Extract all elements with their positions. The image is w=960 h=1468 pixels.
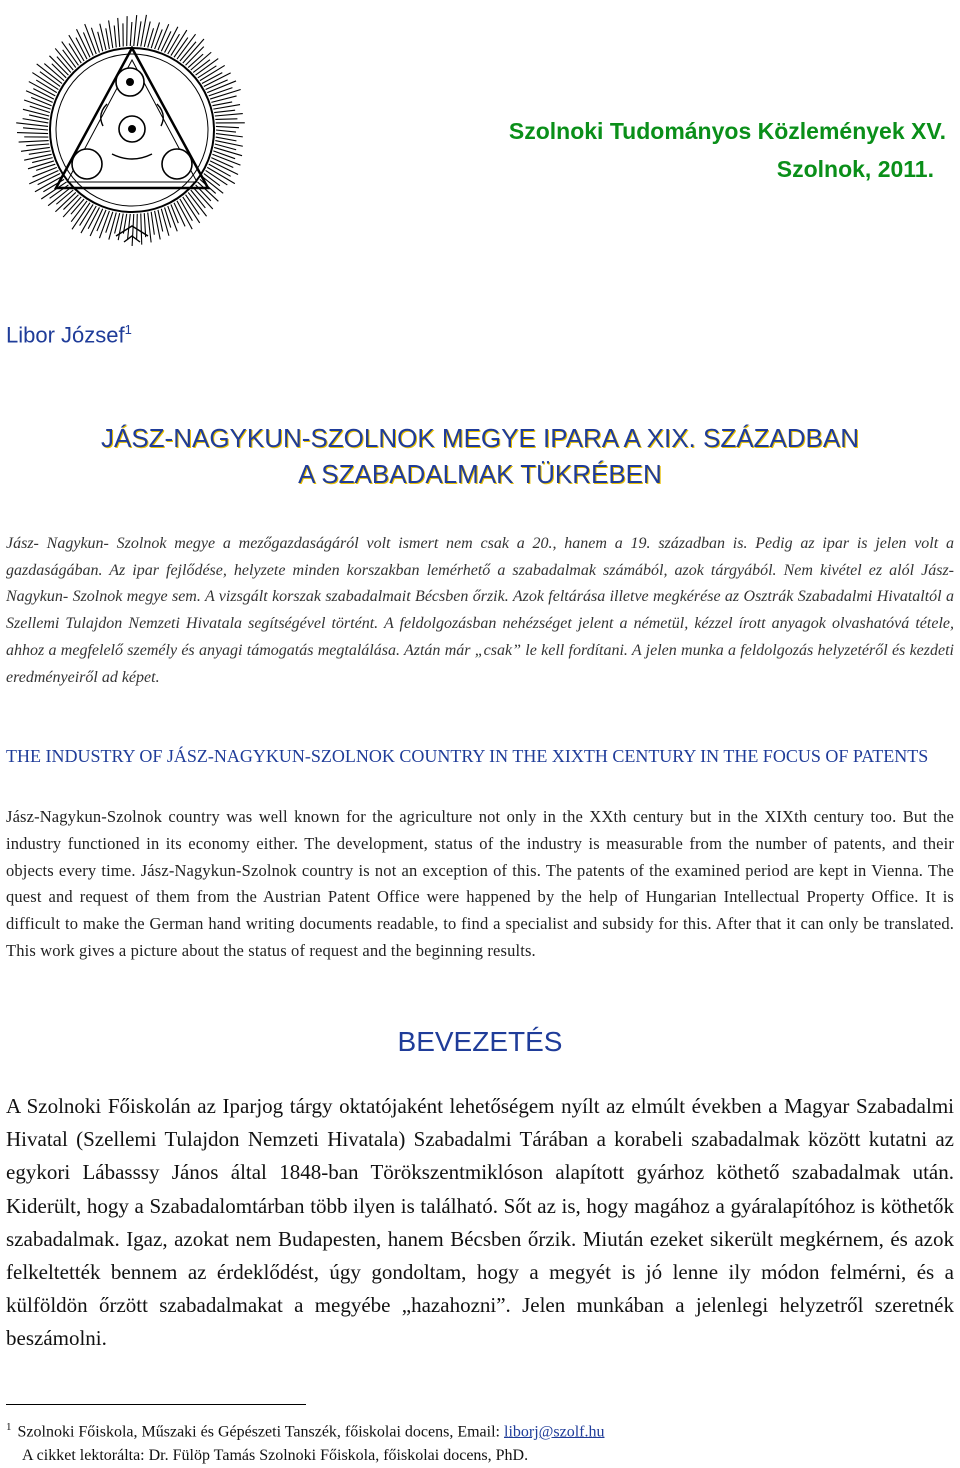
intro-paragraph: A Szolnoki Főiskolán az Iparjog tárgy oktatójaként lehetőségem nyílt az elmúlt években a Magyar Szabadalmi Hivatal (Szellemi Tulajdon Nemzeti Hivatala) Szabadalmi Tárában a korabeli szabadalmak között kutatni az egykori Lábasssy János által 1848-ban Törökszentmiklóson alapított gyárhoz köthető szabadalmak után. Kiderült, hogy a Szabadalomtárban több ilyen is található. Sőt az is, hogy magához a gyáralapítóhoz is köthetők szabadalmak. Igaz, azokat nem Budapesten, hanem Bécsben őrzik. Miután ezeket sikerült megkérnem, és azok felkeltették bennem az érdeklődést, úgy gondoltam, hogy a megyét is jó lenne ily módon felmérni, és a külföldön őrzött szabadalmakat a megyébe „hazahozni”. Jelen munkában a jelenlegi helyzetről szeretnék beszámolni.: [6, 1090, 954, 1356]
abstract-english: Jász-Nagykun-Szolnok country was well known for the agriculture not only in the XXth century but in the XIXth century too. But the industry functioned in its economy either. The development, status of the industry is measurable from the number of patents, and their objects every time. Jász-Nagykun-Szolnok country is not an exception of this. The patents of the examined period are kept in Vienna. The quest and request of them from the Austrian Patent Office were happened by the help of Hungarian Intellectual Property Office. It is difficult to make the German hand writing documents readable, to find a specialist and subsidy for this. After that it can only be translated. This work gives a picture about the status of request and the beginning results.: [6, 804, 954, 965]
intro-body: [6, 1090, 954, 1356]
author-name: Libor József: [6, 322, 125, 347]
section-heading-intro: BEVEZETÉS: [0, 1026, 960, 1058]
abstract-hungarian: Jász- Nagykun- Szolnok megye a mezőgazdaságáról volt ismert nem csak a 20., hanem a 19. században is. Pedig az ipar is jelen volt a gazdaságában. Az ipar fejlődése, helyzete minden korszakban lemérhető a szabadalmak számából, azok tárgyából. Nem kivétel ez alól Jász- Nagykun- Szolnok megye sem. A vizsgált korszak szabadalmait Bécsben őrzik. Azok feltárása illetve megkérése az Osztrák Szabadalmi Hivataltól a Szellemi Tulajdon Nemzeti Hivatala segítségével történt. A feldolgozásban nehézséget jelent a németül, kézzel írott anyagok olvashatóvá tétele, ahhoz a megfelelő személy és anyagi támogatás megtalálása. Aztán már „csak” le kell fordítani. A jelen munka a feldolgozás helyzetéről és kezdeti eredményeiről ad képet.: [6, 531, 954, 691]
english-title: THE INDUSTRY OF JÁSZ-NAGYKUN-SZOLNOK COUNTRY IN THE XIXTH CENTURY IN THE FOCUS OF PATENTS: [6, 744, 954, 769]
footnote-number: 1: [6, 1421, 12, 1433]
footnote: [6, 1415, 954, 1468]
footnote-divider: [6, 1404, 306, 1405]
footnote-reviewer: A cikket lektorálta: Dr. Fülöp Tamás Szolnoki Főiskola, főiskolai docens, PhD.: [6, 1444, 954, 1468]
article-title-line1: JÁSZ-NAGYKUN-SZOLNOK MEGYE IPARA A XIX. SZÁZADBAN: [0, 420, 960, 456]
footnote-email-link[interactable]: liborj@szolf.hu: [504, 1423, 605, 1440]
article-title-line2: A SZABADALMAK TÜKRÉBEN: [0, 456, 960, 492]
journal-header: [386, 112, 946, 188]
footnote-text: Szolnoki Főiskola, Műszaki és Gépészeti Tanszék, főiskolai docens, Email:: [18, 1423, 505, 1440]
journal-title: Szolnoki Tudományos Közlemények XV.: [386, 112, 946, 150]
article-title: [0, 420, 960, 492]
author-line: [6, 322, 132, 348]
journal-logo-icon: [12, 4, 252, 268]
author-footnote-mark[interactable]: 1: [125, 322, 132, 337]
journal-place-year: Szolnok, 2011.: [386, 150, 946, 188]
